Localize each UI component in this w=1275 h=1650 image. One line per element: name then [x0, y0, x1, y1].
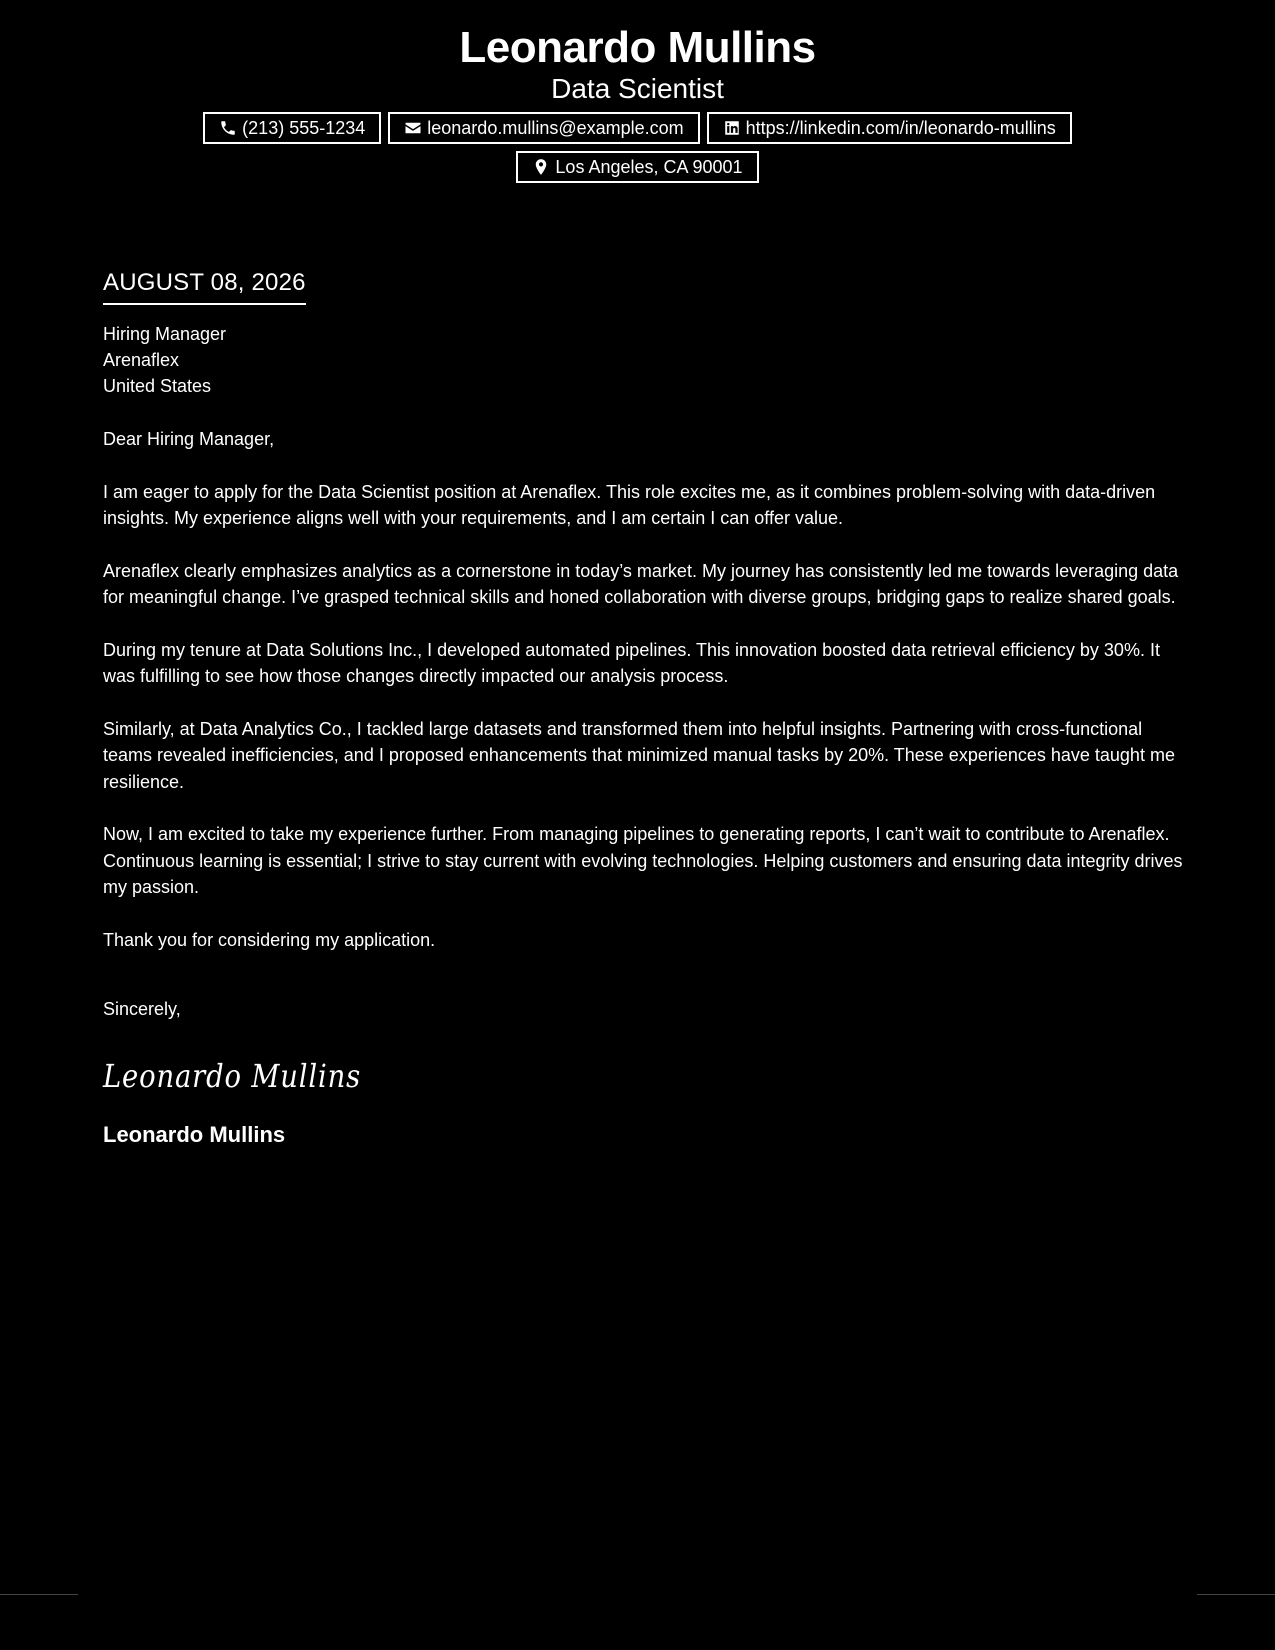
footer-divider-right: [1197, 1594, 1275, 1595]
contact-phone-text: (213) 555-1234: [242, 118, 366, 138]
contact-phone[interactable]: [203, 112, 381, 144]
paragraph: Now, I am excited to take my experience further. From managing pipelines to generating reports, I can’t wait to contribute to Arenaflex. Continuous learning is essential; I strive to stay current with evolving technologies. Helping customers and ensuring data integrity drives my passion.: [103, 824, 1183, 897]
phone-icon: [219, 119, 237, 137]
paragraph: Similarly, at Data Analytics Co., I tackled large datasets and transformed them into helpful insights. Partnering with cross-functional teams revealed inefficiencies, and I proposed enhancements that minimized manual tasks by 20%. These experiences have taught me resilience.: [103, 718, 1175, 792]
envelope-icon: [404, 119, 422, 137]
map-pin-icon: [532, 158, 550, 176]
greeting: Dear Hiring Manager,: [103, 429, 275, 449]
contact-location-text: Los Angeles, CA 90001: [555, 157, 743, 177]
handwritten-signature: [103, 1047, 1183, 1103]
recipient-block: [103, 321, 1183, 399]
contact-email[interactable]: [388, 112, 699, 144]
recipient-country: United States: [103, 376, 212, 396]
paragraph: I am eager to apply for the Data Scientist position at Arenaflex. This role excites me, as it combines problem-solving with data-driven insights. My experience aligns well with your requirements, and I am certain I can offer value.: [103, 481, 1156, 528]
contact-linkedin-text: https://linkedin.com/in/leonardo-mullins: [745, 118, 1056, 138]
applicant-title: Data Scientist: [551, 73, 724, 104]
linkedin-icon: [723, 119, 741, 137]
letter-body: [103, 266, 1183, 1149]
contact-list: [178, 112, 1098, 183]
contact-email-text: leonardo.mullins@example.com: [427, 118, 684, 138]
applicant-name: Leonardo Mullins: [459, 23, 816, 72]
recipient-company: Arenaflex: [103, 350, 180, 370]
paragraph: Thank you for considering my application.: [103, 929, 436, 950]
paragraph: During my tenure at Data Solutions Inc., I developed automated pipelines. This innovation boosted data retrieval efficiency by 30%. It was fulfilling to see how those changes directly impacted our analysis process.: [103, 639, 1160, 686]
letter-header: [0, 22, 1275, 183]
letter-date: AUGUST 08, 2026: [103, 266, 306, 305]
footer-divider-left: [0, 1594, 78, 1595]
signature-text: Leonardo Mullins: [102, 1056, 361, 1095]
paragraph: Arenaflex clearly emphasizes analytics as a cornerstone in today’s market. My journey has consistently led me towards leveraging data for meaningful change. I’ve grasped technical skills and honed collaboration with diverse groups, bridging gaps to realize shared goals.: [103, 560, 1179, 607]
recipient-line: Hiring Manager: [103, 324, 227, 344]
closing: Sincerely,: [103, 999, 181, 1019]
signer-name: Leonardo Mullins: [103, 1121, 286, 1147]
contact-linkedin[interactable]: [707, 112, 1072, 144]
contact-location[interactable]: [516, 151, 758, 183]
